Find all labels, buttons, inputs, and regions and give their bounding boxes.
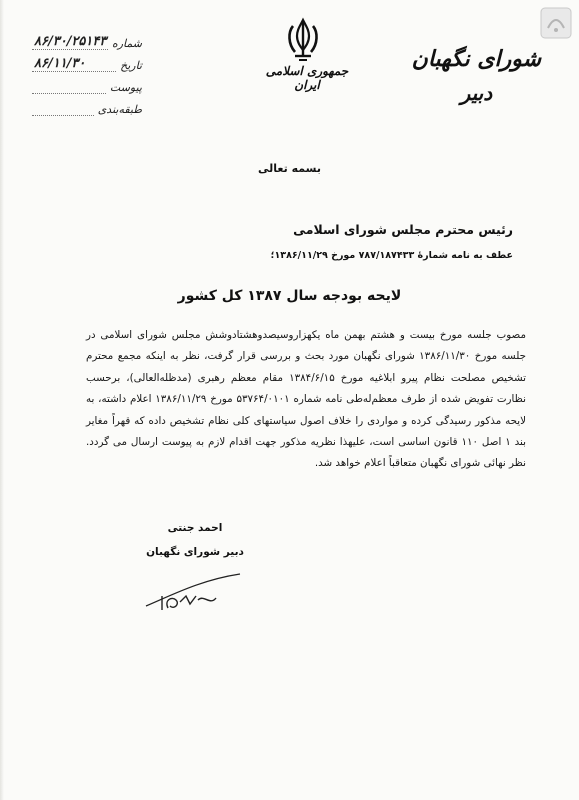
letter-reference-block bbox=[32, 28, 142, 116]
handwritten-signature bbox=[140, 566, 250, 614]
letter-invocation: بسمه تعالی bbox=[258, 162, 321, 175]
ref-attachment-label: پیوست bbox=[109, 81, 142, 94]
organization-letterhead bbox=[412, 44, 541, 108]
letter-subject: لایحه بودجه سال ۱۳۸۷ کل کشور bbox=[177, 288, 402, 304]
ref-number-label: شماره bbox=[111, 37, 142, 50]
ref-classification-row bbox=[32, 94, 142, 116]
ref-date-label: تاریخ bbox=[120, 59, 142, 72]
letter-recipient: رئیس محترم مجلس شورای اسلامی bbox=[293, 222, 513, 237]
signer-name: احمد جنتی bbox=[167, 522, 223, 534]
ref-attachment-value bbox=[32, 93, 106, 94]
ref-number-row bbox=[32, 28, 142, 50]
organization-role: دبیر bbox=[460, 81, 493, 105]
letter-body: مصوب جلسه مورخ بیست و هشتم بهمن ماه یکهزاروسیصدوهشتادوشش مجلس شورای اسلامی در جلسه مورخ ۱۳۸۶/۱۱/۳۰ شورای نگهبان مورد بحث و بررسی قرار گرفت، نظر به اینکه مجمع محترم تشخیص مصلحت نظام پیرو ابلاغیه مورخ ۱۳۸۴/۶/۱۵ مقام معظم رهبری (مدظله‌العالی)، برحسب نظارت تفویض شده از طرف معظم‌له‌طی نامه شماره ۵۳۷۶۴/۰۱۰۱ مورخ ۱۳۸۶/۱۱/۲۹ اعلام داشته، به لایحه مذکور رسیدگی کرده و مواردی را خلاف اصول سیاستهای کلی نظام تشخیص داده که قهراً مغایر بند ۱ اصل ۱۱۰ قانون اساسی است، علیهذا نظریه مذکور جهت اقدام لازم به پیوست ارسال می گردد. نظر نهائی شورای نگهبان متعاقباً اعلام خواهد شد. bbox=[86, 329, 527, 470]
republic-caption: جمهوری اسلامی ایران bbox=[265, 64, 349, 92]
scan-edge-shadow bbox=[0, 0, 4, 800]
ref-attachment-row bbox=[32, 72, 142, 94]
signer-title: دبیر شورای نگهبان bbox=[146, 546, 244, 558]
ref-classification-value bbox=[32, 115, 94, 116]
ref-classification-label: طبقه‌بندی bbox=[97, 103, 142, 116]
iran-emblem-icon bbox=[283, 16, 323, 64]
ref-number-value: ۸۶/۳۰/۲۵۱۴۳ bbox=[34, 34, 107, 49]
ref-date-value: ۸۶/۱۱/۳۰ bbox=[32, 56, 116, 72]
ref-date-row bbox=[32, 50, 142, 72]
letter-reference-line: عطف به نامه شمارهٔ ۷۸۷/۱۸۷۴۳۳ مورخ ۱۳۸۶/۱۱/۲۹؛ bbox=[270, 250, 513, 261]
organization-name: شورای نگهبان bbox=[411, 46, 541, 72]
tasnim-watermark-icon bbox=[539, 6, 573, 40]
